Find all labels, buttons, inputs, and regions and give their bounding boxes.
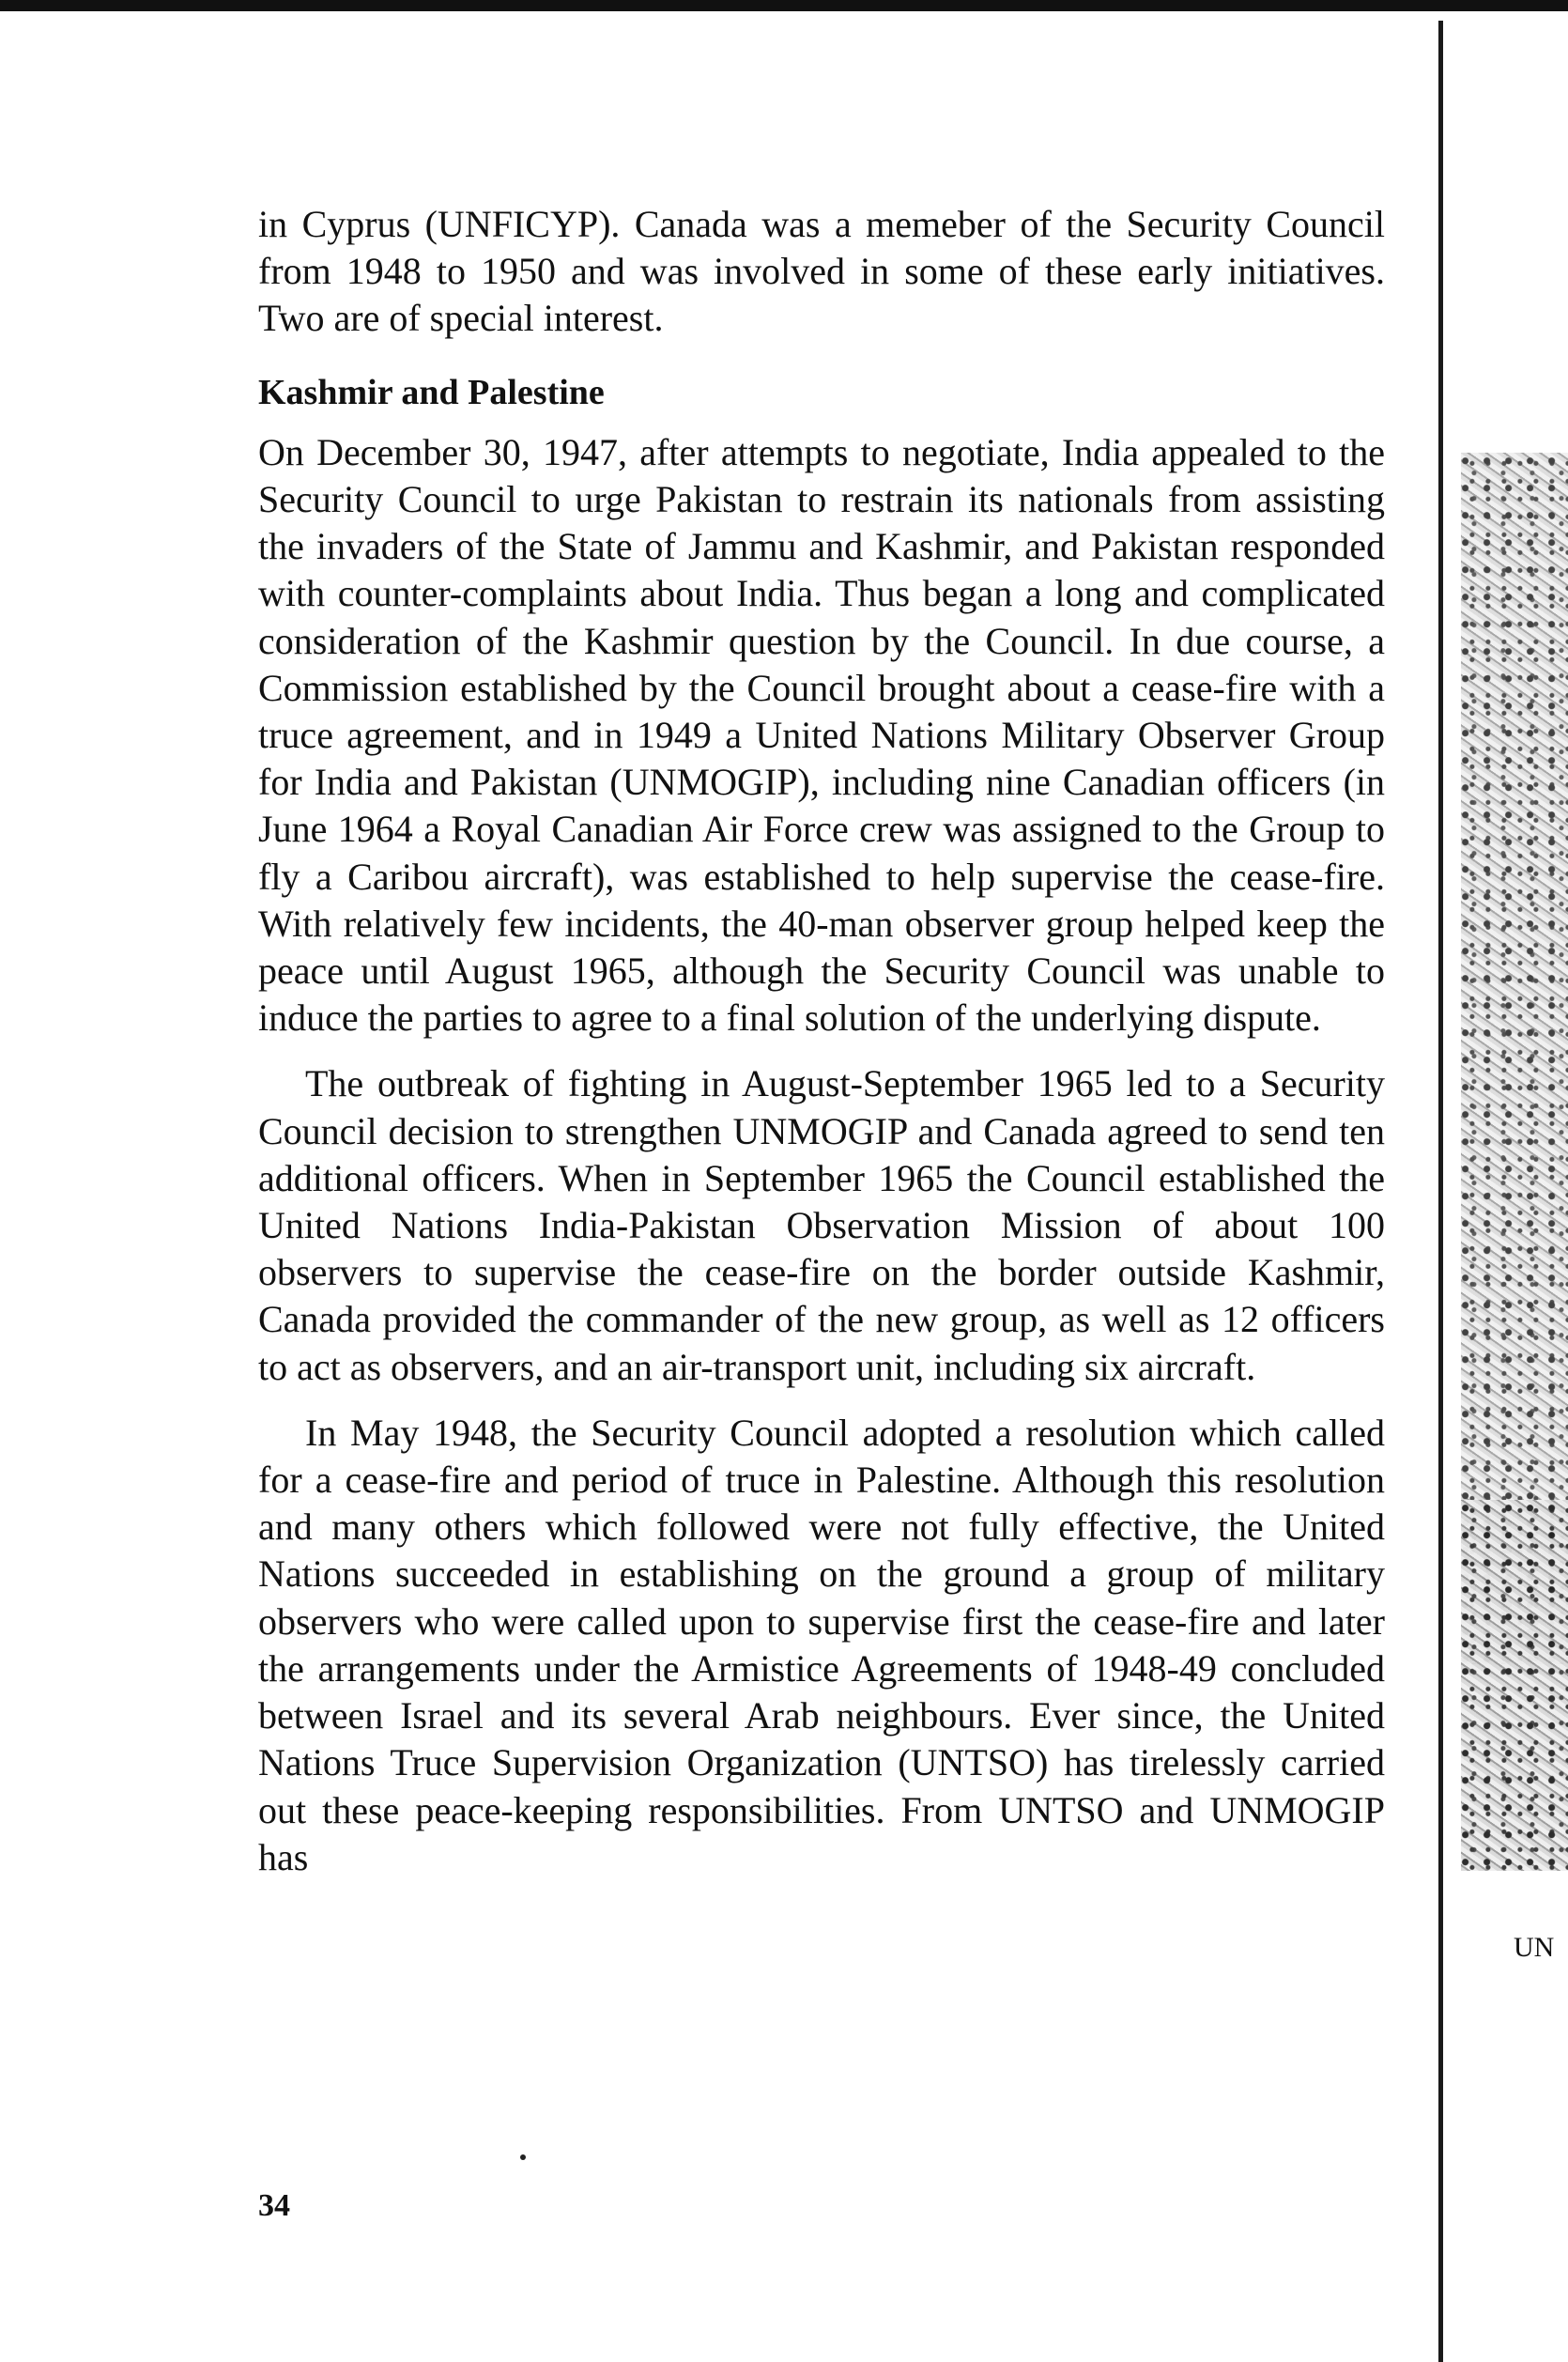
paragraph-cyprus: in Cyprus (UNFICYP). Canada was a memeber of the Security Council from 1948 to 1950 and was involved in some of these early initiatives. Two are of special interest.	[258, 203, 1385, 340]
page-number: 34	[258, 2188, 290, 2223]
adjacent-photo-top	[1461, 453, 1568, 1664]
section-heading: Kashmir and Palestine	[258, 372, 605, 412]
top-scan-border	[0, 0, 1568, 11]
scan-speck	[520, 2154, 526, 2160]
paragraph-kashmir: On December 30, 1947, after attempts to negotiate, India appealed to the Security Council to urge Pakistan to restrain its nationals from assisting the invaders of the State of Jammu and Kashmir, and Pakistan responded with counter-complaints about India. Thus began a long and complicated consideration of the Kashmir question by the Council. In due course, a Commission established by the Council brought about a cease-fire with a truce agreement, and in 1949 a United Nations Military Observer Group for India and Pakistan (UNMOGIP), including nine Canadian officers (in June 1964 a Royal Canadian Air Force crew was assigned to the Group to fly a Caribou aircraft), was established to help supervise the cease-fire. With relatively few incidents, the 40-man observer group helped keep the peace until August 1965, although the Security Council was unable to induce the parties to agree to a final solution of the underlying dispute.	[258, 430, 1385, 1040]
paragraph-palestine: In May 1948, the Security Council adopted a resolution which called for a cease-fire and period of truce in Palestine. Although this resolution and many others which followed were not fully effective, the United Nations succeeded in establishing on the ground a group of military observers who were called upon to supervise first the cease-fire and later the arrangements under the Armistice Agreements of 1948-49 concluded between Israel and its several Arab neighbours. Ever since, the United Nations Truce Supervision Organization (UNTSO) has tirelessly carried out these peace-keeping responsibilities. From UNTSO and UNMOGIP has	[258, 1411, 1385, 1878]
adjacent-caption: UN	[1514, 1932, 1555, 1963]
paragraph-outbreak: The outbreak of fighting in August-September 1965 led to a Security Council decision to strengthen UNMOGIP and Canada agreed to send ten additional officers. When in September 1965 the Council established the United Nations India-Pakistan Observation Mission of about 100 observers to supervise the cease-fire on the border outside Kashmir, Canada provided the commander of the new group, as well as 12 officers to act as observers, and an air-transport unit, including six aircraft.	[258, 1062, 1385, 1388]
page-body	[258, 201, 1385, 1881]
adjacent-page-edge	[1399, 11, 1568, 2362]
book-spine	[1438, 21, 1443, 2362]
adjacent-photo-bottom	[1461, 1500, 1568, 1871]
